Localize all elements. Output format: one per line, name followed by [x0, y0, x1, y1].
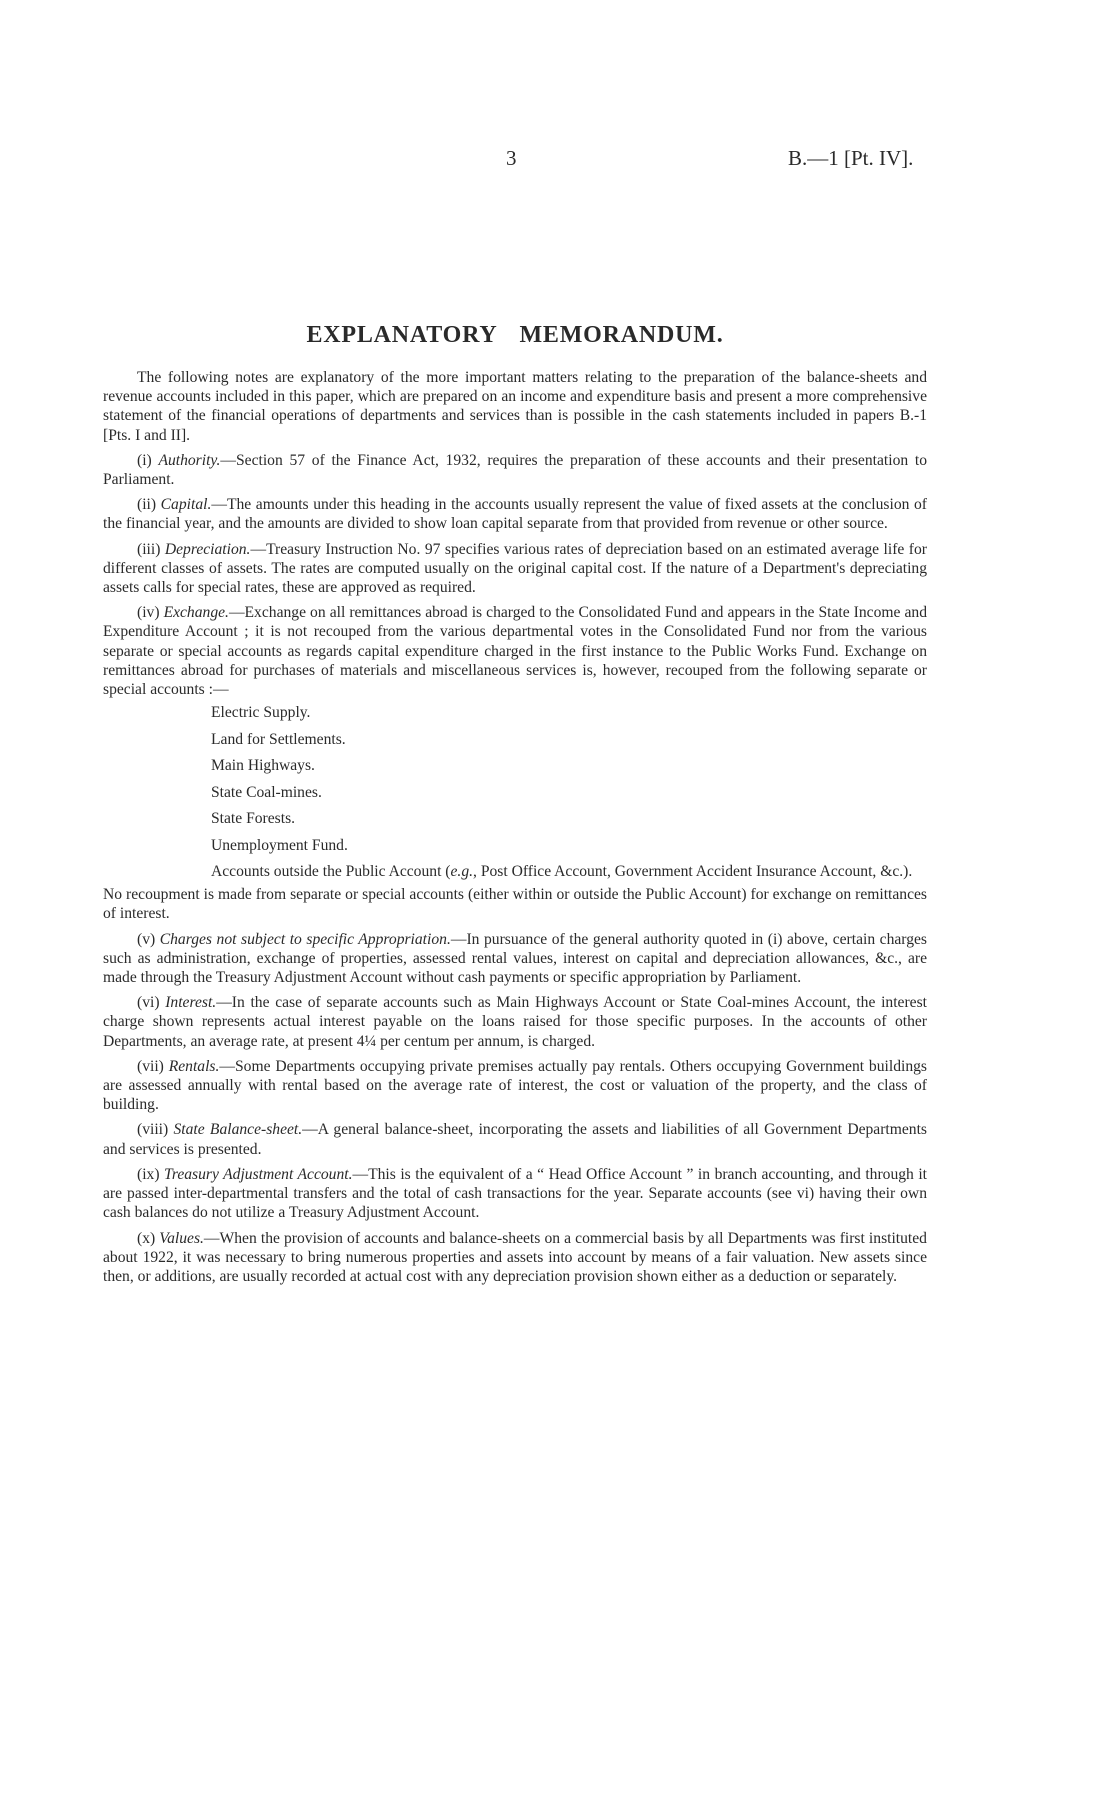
- list-item: Land for Settlements.: [211, 730, 346, 748]
- note-text: —This is the equivalent of a “ Head Office Account ” in branch accounting, and through it are passed inter-departmental transfers and the total of cash transactions for the year. Separate accounts (see vi) having their own cash balances do not utilize a Treasury Adjustment Account.: [103, 1165, 928, 1222]
- note-text: —Some Departments occupying private premises actually pay rentals. Others occupying Government buildings are assessed annually with rental based on the average rate of interest, the cost or valuation of the property, and the class of building.: [103, 1057, 927, 1114]
- note-state-balance-sheet: [103, 1120, 927, 1158]
- memorandum-body: [103, 368, 927, 1292]
- note-text: —When the provision of accounts and balance-sheets on a commercial basis by all Departments was first instituted about 1922, it was necessary to bring numerous properties and assets into account by means of a fair valuation. New assets since then, or additions, are usually recorded at actual cost with any depreciation provision shown either as a deduction or separately.: [103, 1229, 927, 1285]
- note-heading: State Balance-sheet.: [173, 1121, 303, 1139]
- list-item: Electric Supply.: [211, 704, 311, 722]
- note-text: —Treasury Instruction No. 97 specifies various rates of depreciation based on an estimated average life for different classes of assets. The rates are computed usually on the original capital cost. If the nature of a Department's depreciating assets calls for special rates, these are approved as required.: [103, 540, 927, 597]
- accounts-outside-rest: , Post Office Account, Government Accident Insurance Account, &c.).: [473, 863, 913, 881]
- note-values: [103, 1229, 927, 1287]
- note-heading: Authority.: [158, 451, 221, 469]
- list-item: State Forests.: [211, 810, 296, 828]
- note-authority: [103, 451, 927, 489]
- list-item-accounts-outside: [211, 862, 927, 881]
- note-number: (iv): [137, 604, 160, 622]
- note-text: —The amounts under this heading in the accounts usually represent the value of fixed assets at the conclusion of the financial year, and the amounts are divided to show loan capital separate from that provided from revenue or other source.: [103, 496, 927, 533]
- note-heading: Exchange.: [163, 604, 229, 622]
- note-number: (vi): [137, 994, 160, 1012]
- page-number: 3: [506, 146, 517, 170]
- note-number: (i): [137, 451, 152, 469]
- list-item: Unemployment Fund.: [211, 836, 348, 854]
- note-exchange: [103, 603, 927, 699]
- list-item: State Coal-mines.: [211, 783, 322, 801]
- note-text: —In the case of separate accounts such as Main Highways Account or State Coal-mines Account, the interest charge shown represents actual interest payable on the loans raised for those specific purposes. In the accounts of other Departments, an average rate, at present 4¼ per centum per annum, is charged.: [103, 994, 927, 1050]
- list-item: Main Highways.: [211, 757, 315, 775]
- no-recoupment-paragraph: No recoupment is made from separate or special accounts (either within or outside the Public Account) for exchange on remittances of interest.: [103, 886, 927, 923]
- note-interest: [103, 993, 927, 1051]
- page-title: EXPLANATORY MEMORANDUM.: [306, 322, 724, 348]
- note-heading: Charges not subject to specific Appropriation.: [159, 930, 451, 948]
- note-heading: Interest.: [165, 994, 217, 1012]
- note-text: —Section 57 of the Finance Act, 1932, requires the preparation of these accounts and their presentation to Parliament.: [103, 451, 927, 489]
- note-heading: Values.: [159, 1229, 204, 1247]
- note-heading: Treasury Adjustment Account.: [164, 1165, 353, 1183]
- note-treasury-adjustment: [103, 1165, 927, 1223]
- note-text: —A general balance-sheet, incorporating the assets and liabilities of all Government Departments and services is presented.: [103, 1121, 927, 1158]
- note-heading: Rentals.: [168, 1057, 220, 1075]
- note-text: —In pursuance of the general authority quoted in (i) above, certain charges such as administration, exchange of properties, assessed rental values, interest on capital and depreciation allowances, &c., are made through the Treasury Adjustment Account without cash payments or specific appropriation by Parliament.: [103, 930, 927, 987]
- note-heading: Depreciation.: [164, 540, 251, 558]
- note-charges-not-subject: [103, 930, 927, 988]
- note-capital: [103, 495, 927, 533]
- accounts-outside-eg: e.g.: [450, 863, 474, 881]
- note-number: (vii): [137, 1057, 164, 1075]
- note-depreciation: [103, 540, 927, 598]
- note-number: (ii): [137, 496, 157, 514]
- note-text: —Exchange on all remittances abroad is charged to the Consolidated Fund and appears in the State Income and Expenditure Account ; it is not recouped from the various departmental votes in the Consolidated Fund nor from the various separate or special accounts as regards capital expenditure charged in the first instance to the Public Works Fund. Exchange on remittances abroad for purchases of materials and miscellaneous services is, however, recouped from the following separate or special accounts :—: [103, 604, 927, 699]
- note-number: (v): [137, 930, 156, 948]
- note-rentals: [103, 1057, 927, 1115]
- note-number: (iii): [137, 540, 161, 558]
- note-heading: Capital.: [160, 496, 212, 514]
- page-header: [0, 146, 1114, 176]
- accounts-list: [211, 703, 927, 881]
- note-number: (x): [137, 1229, 156, 1247]
- note-number: (ix): [137, 1165, 160, 1183]
- document-reference: B.—1 [Pt. IV].: [788, 146, 914, 170]
- accounts-outside-text: Accounts outside the Public Account (: [211, 863, 451, 881]
- intro-paragraph: The following notes are explanatory of the more important matters relating to the preparation of the balance-sheets and revenue accounts included in this paper, which are prepared on an income and expenditure basis and present a more comprehensive statement of the financial operations of departments and services than is possible in the cash statements included in papers B.-1 [Pts. I and II].: [103, 369, 927, 444]
- note-number: (viii): [137, 1121, 169, 1139]
